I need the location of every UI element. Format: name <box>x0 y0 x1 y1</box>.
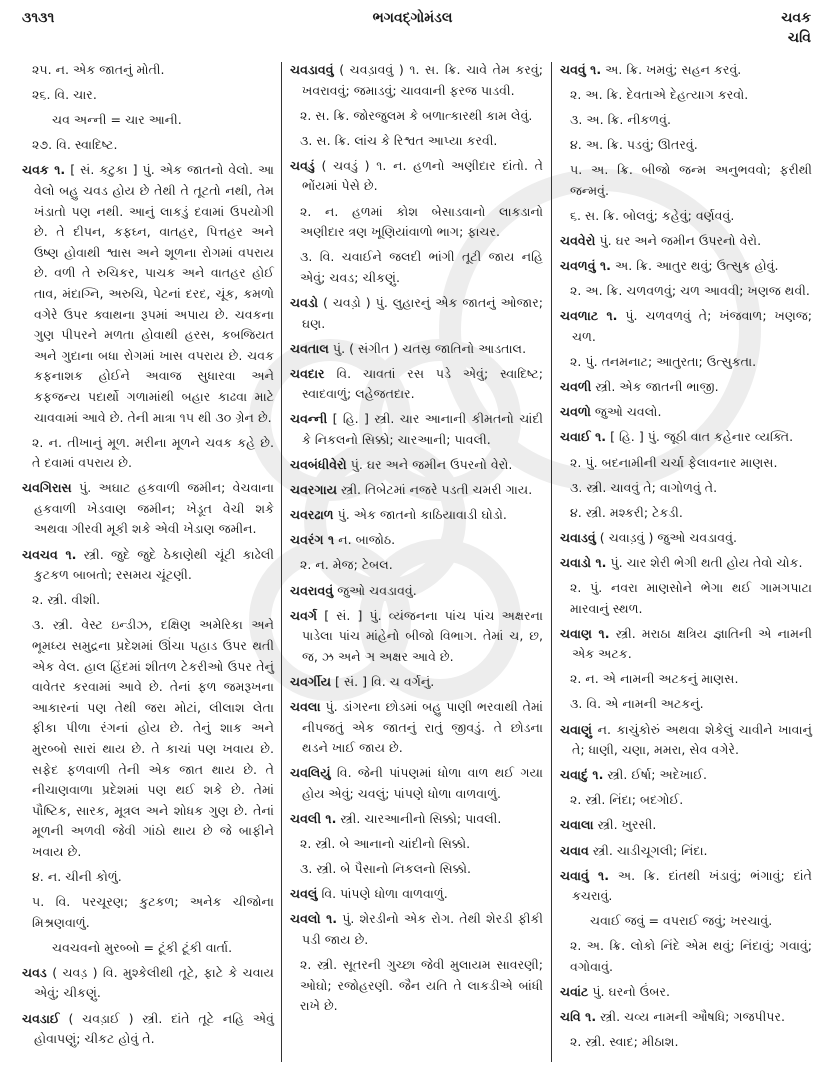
definition-text: વિ. ચાવતાં રસ પડે એવું; સ્વાદિષ્ટ; સ્વાદવાળું; લહેજતદાર. <box>302 365 543 402</box>
definition-text: ૩. સ્ત્રી. વેસ્ટ ઇન્ડીઝ, દક્ષિણ અમેરિકા અને ભૂમધ્ય સમુદ્રના પ્રદેશમાં ઊંચા પહાડ ઉપર થતી એક વેલ. હાલ હિંદમાં શીતળ ટેકરીઓ ઉપર તેનું વાવેતર કરવામાં આવે છે. તેનાં ફળ જમરૂખના આકારનાં પણ તેથી જરા મોટાં, લીલાશ લેતા ફીકા પીળા રંગનાં હોય છે. તેનું શાક અને મુરબ્બો સારાં થાય છે. તે કાચાં પણ ખવાય છે. સફેદ ફળવાળી તેની એક જાત થાય છે. તે નીચાણવાળા પ્રદેશમાં પણ થઈ શકે છે. તેમાં પૌષ્ટિક, સારક, મૂત્રલ અને શોધક ગુણ છે. તેનાં મૂળની અળવી જેવી ગાંઠો થાય છે જે બાફીને ખવાય છે. <box>32 617 274 859</box>
dictionary-entry <box>290 530 543 551</box>
entry-sense <box>290 834 543 855</box>
definition-text: ૪. અ. ક્રિ. પડવું; ઊતરવું. <box>570 137 698 153</box>
headword: ચવરઢાળ <box>290 507 334 523</box>
dictionary-entry <box>290 480 543 501</box>
definition-text: ૫. અ. ક્રિ. બીજો જન્મ અનુભવવો; ફરીથી જન્મવું. <box>570 162 812 198</box>
headword: ચવાણું <box>560 721 592 737</box>
headword: ચવાવ <box>560 842 589 858</box>
definition-text: પું. ઘર અને જમીન ઉપરનો વેરો. <box>599 233 762 249</box>
dictionary-entry <box>290 409 543 450</box>
dictionary-entry <box>560 1007 812 1028</box>
dictionary-entry <box>560 256 812 277</box>
dictionary-entry <box>290 339 543 360</box>
entry-sense <box>290 955 543 1017</box>
headword: ચવલી ૧. <box>290 811 337 826</box>
definition-text: પું. અઘાટ હકવાળી જમીન; વેચવાના હકવાળી ખેડવાણ જમીન; ખેડૂત વેચી શકે અથવા ગીરવી મૂકી શકે એવી ખેડાણ જમીન. <box>34 480 274 537</box>
headword: ચવવું ૧. <box>560 62 602 77</box>
headword: ચવરગાય <box>290 482 338 498</box>
definition-text: સ્ત્રી. તિબેટમાં નજરે પડતી ચમરી ગાય. <box>341 482 533 498</box>
definition-text: ૨. પું. તનમનાટ; આતુરતા; ઉત્સુકતા. <box>570 354 757 370</box>
definition-text: વિ. પાંપણે ધોળા વાળવાળું. <box>321 886 448 902</box>
dictionary-entry <box>560 306 812 347</box>
entry-sense <box>560 281 812 302</box>
definition-text: ૩. વિ. એ નામની અટકનું. <box>570 696 704 712</box>
entry-sense <box>560 453 812 474</box>
headword: ચવાડવું <box>560 529 596 545</box>
definition-text: પું. ( સંગીત ) ચતસ્ર જાતિનો આડતાલ. <box>332 340 527 356</box>
dictionary-entry <box>560 866 812 907</box>
dictionary-entry <box>290 455 543 476</box>
definition-text: ૩. અ. ક્રિ. નીકળવું. <box>570 112 671 128</box>
definition-text: ૩. સ્ત્રી. બે પૈસાનો નિકલનો સિક્કો. <box>300 861 471 877</box>
headword: ચવક ૧. <box>22 162 66 178</box>
definition-text: [ સં. ] વિ. ચ વર્ગનું. <box>335 673 435 689</box>
entry-sense <box>560 478 812 499</box>
headword: ચવાણ ૧. <box>560 625 610 641</box>
definition-text: ૨. સ્ત્રી. નિંદા; બદગોઈ. <box>570 792 684 808</box>
definition-text: ન. બાજોઠ. <box>338 532 396 548</box>
definition-text: પું. ઘરનો ઉંબર. <box>592 984 670 1000</box>
entry-sense <box>560 352 812 373</box>
headword: ચવાવું ૧. <box>560 867 609 883</box>
definition-text: ૫. વિ. પરચૂરણ; કુટકળ; અનેક ચીજોના મિશ્રણવાળું. <box>32 894 274 930</box>
dictionary-entry <box>290 156 543 197</box>
dictionary-entry <box>560 841 812 862</box>
entry-sense <box>290 859 543 880</box>
column-1 <box>22 60 274 1054</box>
headword: ચવિ ૧. <box>560 1009 597 1025</box>
definition-text: ૨. અ. ક્રિ. લોકો નિંદે એમ થવું; નિંદાવું; ગવાવું; વગોવાવું. <box>570 938 812 974</box>
definition-text: પું. શેરડીનો એક રોગ. તેથી શેરડી ફીકી પડી જાય છે. <box>302 911 543 947</box>
entry-sense <box>290 247 543 288</box>
definition-text: ( ચવાડ઼વું ) જુઓ ચવડાવવું. <box>599 529 737 545</box>
definition-text: ચવચવનો મુરબ્બો = ટૂંકી ટૂંકી વાર્તા. <box>52 939 233 955</box>
definition-text: ૨. ન. તીખાનું મૂળ. મરીના મૂળને ચવક કહે છે. તે દવામાં વપરાય છે. <box>32 434 274 471</box>
definition-text: [ હિ. ] પું. જૂઠી વાત કહેનાર વ્યક્તિ. <box>610 429 794 445</box>
dictionary-entry <box>290 809 543 830</box>
headword: ચવળવું ૧. <box>560 258 611 274</box>
definition-text: ૪. ન. ચીની કોળું. <box>32 868 122 884</box>
definition-text: ૨. સ્ત્રી. વીશી. <box>32 592 101 608</box>
column-divider <box>281 62 282 1062</box>
definition-text: [ હિ. ] સ્ત્રી. ચાર આનાની કીમતનો ચાંદી કે નિકલનો સિક્કો; ચારઆની; પાવલી. <box>302 411 543 447</box>
dictionary-entry <box>290 763 543 804</box>
definition-text: ( ચવડ઼ ) વિ. મુશ્કેલીથી તૂટે, ફાટે કે ચવાય એવું; ચીકણું. <box>34 964 274 1001</box>
headword: ચવગિરાસ <box>22 480 72 496</box>
dictionary-entry <box>560 553 812 574</box>
entry-sense <box>560 669 812 690</box>
dictionary-entry <box>560 528 812 549</box>
dictionary-entry <box>22 1009 274 1050</box>
definition-text: વિ. જેની પાંપણમાં ધોળા વાળ થઈ ગયા હોય એવું; ચવલું; પાંપણે ધોળા વાળવાળું. <box>302 765 543 801</box>
definition-text: ૨૭. વિ. સ્વાદિષ્ટ. <box>32 137 118 153</box>
definition-text: ૨. સ્ત્રી. બે આનાનો ચાંદીનો સિક્કો. <box>300 836 471 852</box>
headword: ચવતાલ <box>290 340 329 356</box>
dictionary-entry <box>290 606 543 668</box>
definition-text: ૨. ન. હળમાં કોશ બેસાડવાનો લાકડાનો અણીદાર ત્રણ ખૂણિયાંવાળો ભાગ; ફાચર. <box>300 203 543 240</box>
dictionary-entry <box>290 364 543 405</box>
entry-sense <box>560 503 812 524</box>
dictionary-entry <box>290 505 543 526</box>
dictionary-entry <box>22 478 274 540</box>
dictionary-entry <box>290 884 543 905</box>
definition-text: ૨. સ. ક્રિ. જોરજુલમ કે બળાત્કારથી કામ લેવું. <box>300 107 533 123</box>
definition-text: સ્ત્રી. મરાઠા ક્ષત્રિય જ્ઞાતિની એ નામની એક અટક. <box>572 625 812 662</box>
definition-text: [ સં. ] પું. વ્યંજનના પાંચ પાંચ અક્ષરના પાડેલા પાંચ માંહેનો બીજો વિભાગ. તેમાં ચ, છ, જ, ઝ અને ઞ અક્ષર આવે છે. <box>302 607 543 664</box>
entry-sense <box>560 206 812 227</box>
definition-text: ૨૫. ન. એક જાતનું મોતી. <box>32 62 165 77</box>
definition-text: ૨. સ્ત્રી. સ્વાદ; મીઠાશ. <box>570 1034 679 1050</box>
definition-text: ચવાઈ જવું = વપરાઈ જવું; ખરચાવું. <box>590 913 773 929</box>
entry-sense <box>22 892 274 933</box>
definition-text: ૨૬. વિ. ચાર. <box>32 87 97 103</box>
entry-sense <box>560 110 812 131</box>
entry-sense <box>560 135 812 156</box>
headword: ચવર્ગ <box>290 607 318 623</box>
dictionary-entry <box>290 60 543 101</box>
entry-sense <box>290 555 543 576</box>
definition-text: ચવ અન્ની = ચાર આની. <box>52 112 182 128</box>
definition-text: પું. ડાંગરના છોડમાં બહુ પાણી ભરવાથી તેમાં નીપજતું એક જાતનું રાતું જીવડું. તે છોડના થડને ખાઈ જાય છે. <box>302 699 543 756</box>
definition-text: સ્ત્રી. ચવ્ય નામની ઔષધિ; ગજપીપર. <box>600 1009 785 1025</box>
definition-text: પું. ચળવળવું તે; ખંજવાળ; ખણજ; ચળ. <box>572 308 812 345</box>
headword: ચવાડો ૧. <box>560 554 607 570</box>
dictionary-entry <box>290 581 543 602</box>
entry-sense <box>22 615 274 862</box>
dictionary-entry <box>560 377 812 398</box>
entry-sense <box>560 578 812 619</box>
headword: ચવડું <box>290 157 315 173</box>
definition-text: પું. ઘર અને જમીન ઉપરનો વેરો. <box>350 457 513 473</box>
definition-text: અ. ક્રિ. ખમવું; સહન કરવું. <box>605 62 742 77</box>
dictionary-entry <box>560 815 812 836</box>
definition-text: ૨. પું. નવરા માણસોને ભેગા થઈ ગામગપાટા મારવાનું સ્થળ. <box>570 579 812 616</box>
headword: ચવબંધીવેરો <box>290 457 347 473</box>
definition-text: ૩. સ્ત્રી. ચાવવું તે; વાગોળવું તે. <box>570 479 718 495</box>
definition-text: સ્ત્રી. ચારઆનીનો સિક્કો; પાવલી. <box>340 811 502 826</box>
headword: ચવળાટ ૧. <box>560 308 618 324</box>
headword: ચવડ <box>22 964 47 980</box>
column-3 <box>560 60 812 1057</box>
entry-sense <box>22 85 274 106</box>
definition-text: પું. ચાર શેરી ભેગી થતી હોય તેવો ચોક. <box>610 554 803 570</box>
headword: ચવાદું ૧. <box>560 767 604 783</box>
guide-word-first: ચવક <box>781 10 811 26</box>
headword: ચવલિયું <box>290 765 331 781</box>
entry-sense <box>560 694 812 715</box>
dictionary-entry <box>560 402 812 423</box>
headword: ચવલો ૧. <box>290 911 338 927</box>
definition-text: ૩. સ. ક્રિ. લાંચ કે રિશ્વત આપ્યા કરવી. <box>300 132 498 148</box>
entry-sense <box>560 790 812 811</box>
page-number: ૩૧૩૧ <box>22 10 55 26</box>
headword: ચવળી <box>560 379 592 395</box>
headword: ચવચવ ૧. <box>22 546 77 562</box>
dictionary-entry <box>290 697 543 759</box>
usage-example <box>22 938 274 959</box>
headword: ચવળો <box>560 404 591 420</box>
page-title: ભગવદ્ગોમંડલ <box>372 10 453 26</box>
headword: ચવાલા <box>560 817 594 833</box>
definition-text: ( ચવડ઼ાઈ ) સ્ત્રી. દાંતે તૂટે નહિ એવું હોવાપણું; ચીકટ હોવું તે. <box>34 1010 274 1047</box>
dictionary-entry <box>22 545 274 586</box>
definition-text: [ સં. કટુકા ] પું. એક જાતનો વેલો. આ વેલો બહુ ચવડ હોય છે તેથી તે તૂટતો નથી, તેમ ખંડાતો પણ નથી. આનું લાકડું દવામાં ઉપયોગી છે. તે દીપન, કફઘ્ન, વાતહર, પિત્તહર અને ઉષ્ણ હોવાથી શ્વાસ અને શૂળના રોગમાં વપરાય છે. વળી તે રુચિકર, પાચક અને વાતહર હોઈ તાવ, મંદાગ્નિ, અરુચિ, પેટનાં દરદ, ચૂંક, કમળો વગેરે ઉપર ક્વાથના રૂપમાં અપાય છે. ચવકના ગુણ પીપરને મળતા હોવાથી હરસ, કબજિયત અને ગુદાના બધા રોગમાં ખાસ વપરાય છે. ચવક કફનાશક હોઈને અવાજ સુધારવા અને કફજન્ય પદાર્થો ગળામાંથી બહાર કાઢવા માટે ચાવવામાં આવે છે. તેની માત્રા ૧૫ થી ૩૦ ગ્રેન છે. <box>34 162 274 425</box>
headword: ચવડાવવું <box>290 62 334 77</box>
headword: ચવર્ગીય <box>290 673 332 689</box>
definition-text: સ્ત્રી. ચાડીચૂગલી; નિંદા. <box>592 842 708 858</box>
dictionary-entry <box>22 963 274 1004</box>
headword: ચવરંગ ૧ <box>290 532 335 548</box>
headword: ચવલું <box>290 886 318 902</box>
dictionary-entry <box>560 720 812 761</box>
headword: ચવદાર <box>290 365 325 381</box>
column-divider <box>551 62 552 1062</box>
definition-text: ૨. અ. ક્રિ. ચળવળવું; ચળ આવવી; ખણજ થવી. <box>570 283 810 299</box>
entry-sense <box>290 106 543 127</box>
entry-sense <box>22 867 274 888</box>
dictionary-entry <box>560 624 812 665</box>
usage-example <box>22 110 274 131</box>
definition-text: અ. ક્રિ. દાંતથી ખંડાવું; ભંગાવું; દાંતે કચરાવું. <box>572 867 812 904</box>
definition-text: ૩. વિ. ચવાઈને જલદી ભાંગી તૂટી જાય નહિ એવું; ચવડ; ચીકણું. <box>300 249 543 285</box>
definition-text: ૨. ન. મેજ; ટેબલ. <box>300 557 393 573</box>
dictionary-entry <box>560 427 812 448</box>
headword: ચવડાઈ <box>22 1010 60 1026</box>
dictionary-entry <box>560 765 812 786</box>
definition-text: ન. કાચુંકોરું અથવા શેકેલું ચાવીને ખાવાનું તે; ધાણી, ચણા, મમરા, સેવ વગેરે. <box>572 721 812 758</box>
headword: ચવન્ની <box>290 411 328 427</box>
definition-text: જુઓ ચવડાવવું. <box>337 582 417 598</box>
headword: ચવવેરો <box>560 233 596 249</box>
definition-text: ૨. અ. ક્રિ. દેવતાએ દેહત્યાગ કરવો. <box>570 87 749 103</box>
dictionary-entry <box>560 60 812 81</box>
definition-text: ( ચવડ઼ાવવું ) ૧. સ. ક્રિ. ચાવે તેમ કરવું; ખવરાવવું; જમાડવું; ચાવવાની ફરજ પાડવી. <box>302 62 543 98</box>
entry-sense <box>560 1032 812 1053</box>
entry-sense <box>22 590 274 611</box>
definition-text: જુઓ ચવલો. <box>594 404 662 420</box>
entry-sense <box>290 202 543 243</box>
definition-text: ( ચવડું ) ૧. ન. હળનો અણીદાર દાંતો. તે ભોંયમાં પેસે છે. <box>302 157 543 194</box>
entry-sense <box>22 135 274 156</box>
headword: ચવાંટ <box>560 984 589 1000</box>
definition-text: સ્ત્રી. ખુરસી. <box>597 817 657 833</box>
headword: ચવાઈ ૧. <box>560 429 607 445</box>
column-2 <box>290 60 543 1021</box>
dictionary-entry <box>290 293 543 334</box>
entry-sense <box>290 131 543 152</box>
dictionary-entry <box>290 909 543 950</box>
entry-sense <box>560 85 812 106</box>
headword: ચવરાવવું <box>290 582 334 598</box>
definition-text: અ. ક્રિ. આતુર થવું; ઉત્સુક હોવું. <box>614 258 779 274</box>
entry-sense <box>22 60 274 81</box>
entry-sense <box>560 160 812 201</box>
definition-text: ૨. ન. એ નામની અટકનું માણસ. <box>570 671 739 687</box>
guide-word-last: ચવિ <box>787 30 811 46</box>
definition-text: પું. એક જાતનો કાઠિયાવાડી ઘોડો. <box>337 507 507 523</box>
dictionary-entry <box>560 231 812 252</box>
definition-text: ૨. પું. બદનામીની ચર્ચા ફેલાવનાર માણસ. <box>570 454 778 470</box>
definition-text: સ્ત્રી. એક જાતની ભાજી. <box>595 379 719 395</box>
definition-text: ( ચવડ઼ો ) પું. લુહારનું એક જાતનું ઓજાર; ઘણ. <box>302 294 543 331</box>
entry-sense <box>560 936 812 977</box>
entry-sense <box>22 433 274 474</box>
definition-text: ૬. સ. ક્રિ. બોલવું; કહેવું; વર્ણવવું. <box>570 208 735 224</box>
definition-text: સ્ત્રી. જુદે જુદે ઠેકાણેથી ચૂંટી કાઢેલી કુટકળ બાબતો; રસમય ચૂંટણી. <box>34 546 274 583</box>
definition-text: ૪. સ્ત્રી. મશ્કરી; ટેકડી. <box>570 504 683 520</box>
dictionary-entry <box>290 672 543 693</box>
dictionary-entry <box>560 982 812 1003</box>
usage-example <box>560 911 812 932</box>
headword: ચવલા <box>290 699 321 715</box>
definition-text: ૨. સ્ત્રી. સૂતરની ગુચ્છા જેવી મુલાયમ સાવરણી; ઓઘો; રજોહરણી. જૈન યતિ તે લાકડીએ બાંધી રાખે છે. <box>300 957 543 1014</box>
dictionary-entry <box>22 160 274 428</box>
headword: ચવડો <box>290 294 318 310</box>
definition-text: સ્ત્રી. ઈર્ષા; અદેખાઈ. <box>607 767 708 783</box>
